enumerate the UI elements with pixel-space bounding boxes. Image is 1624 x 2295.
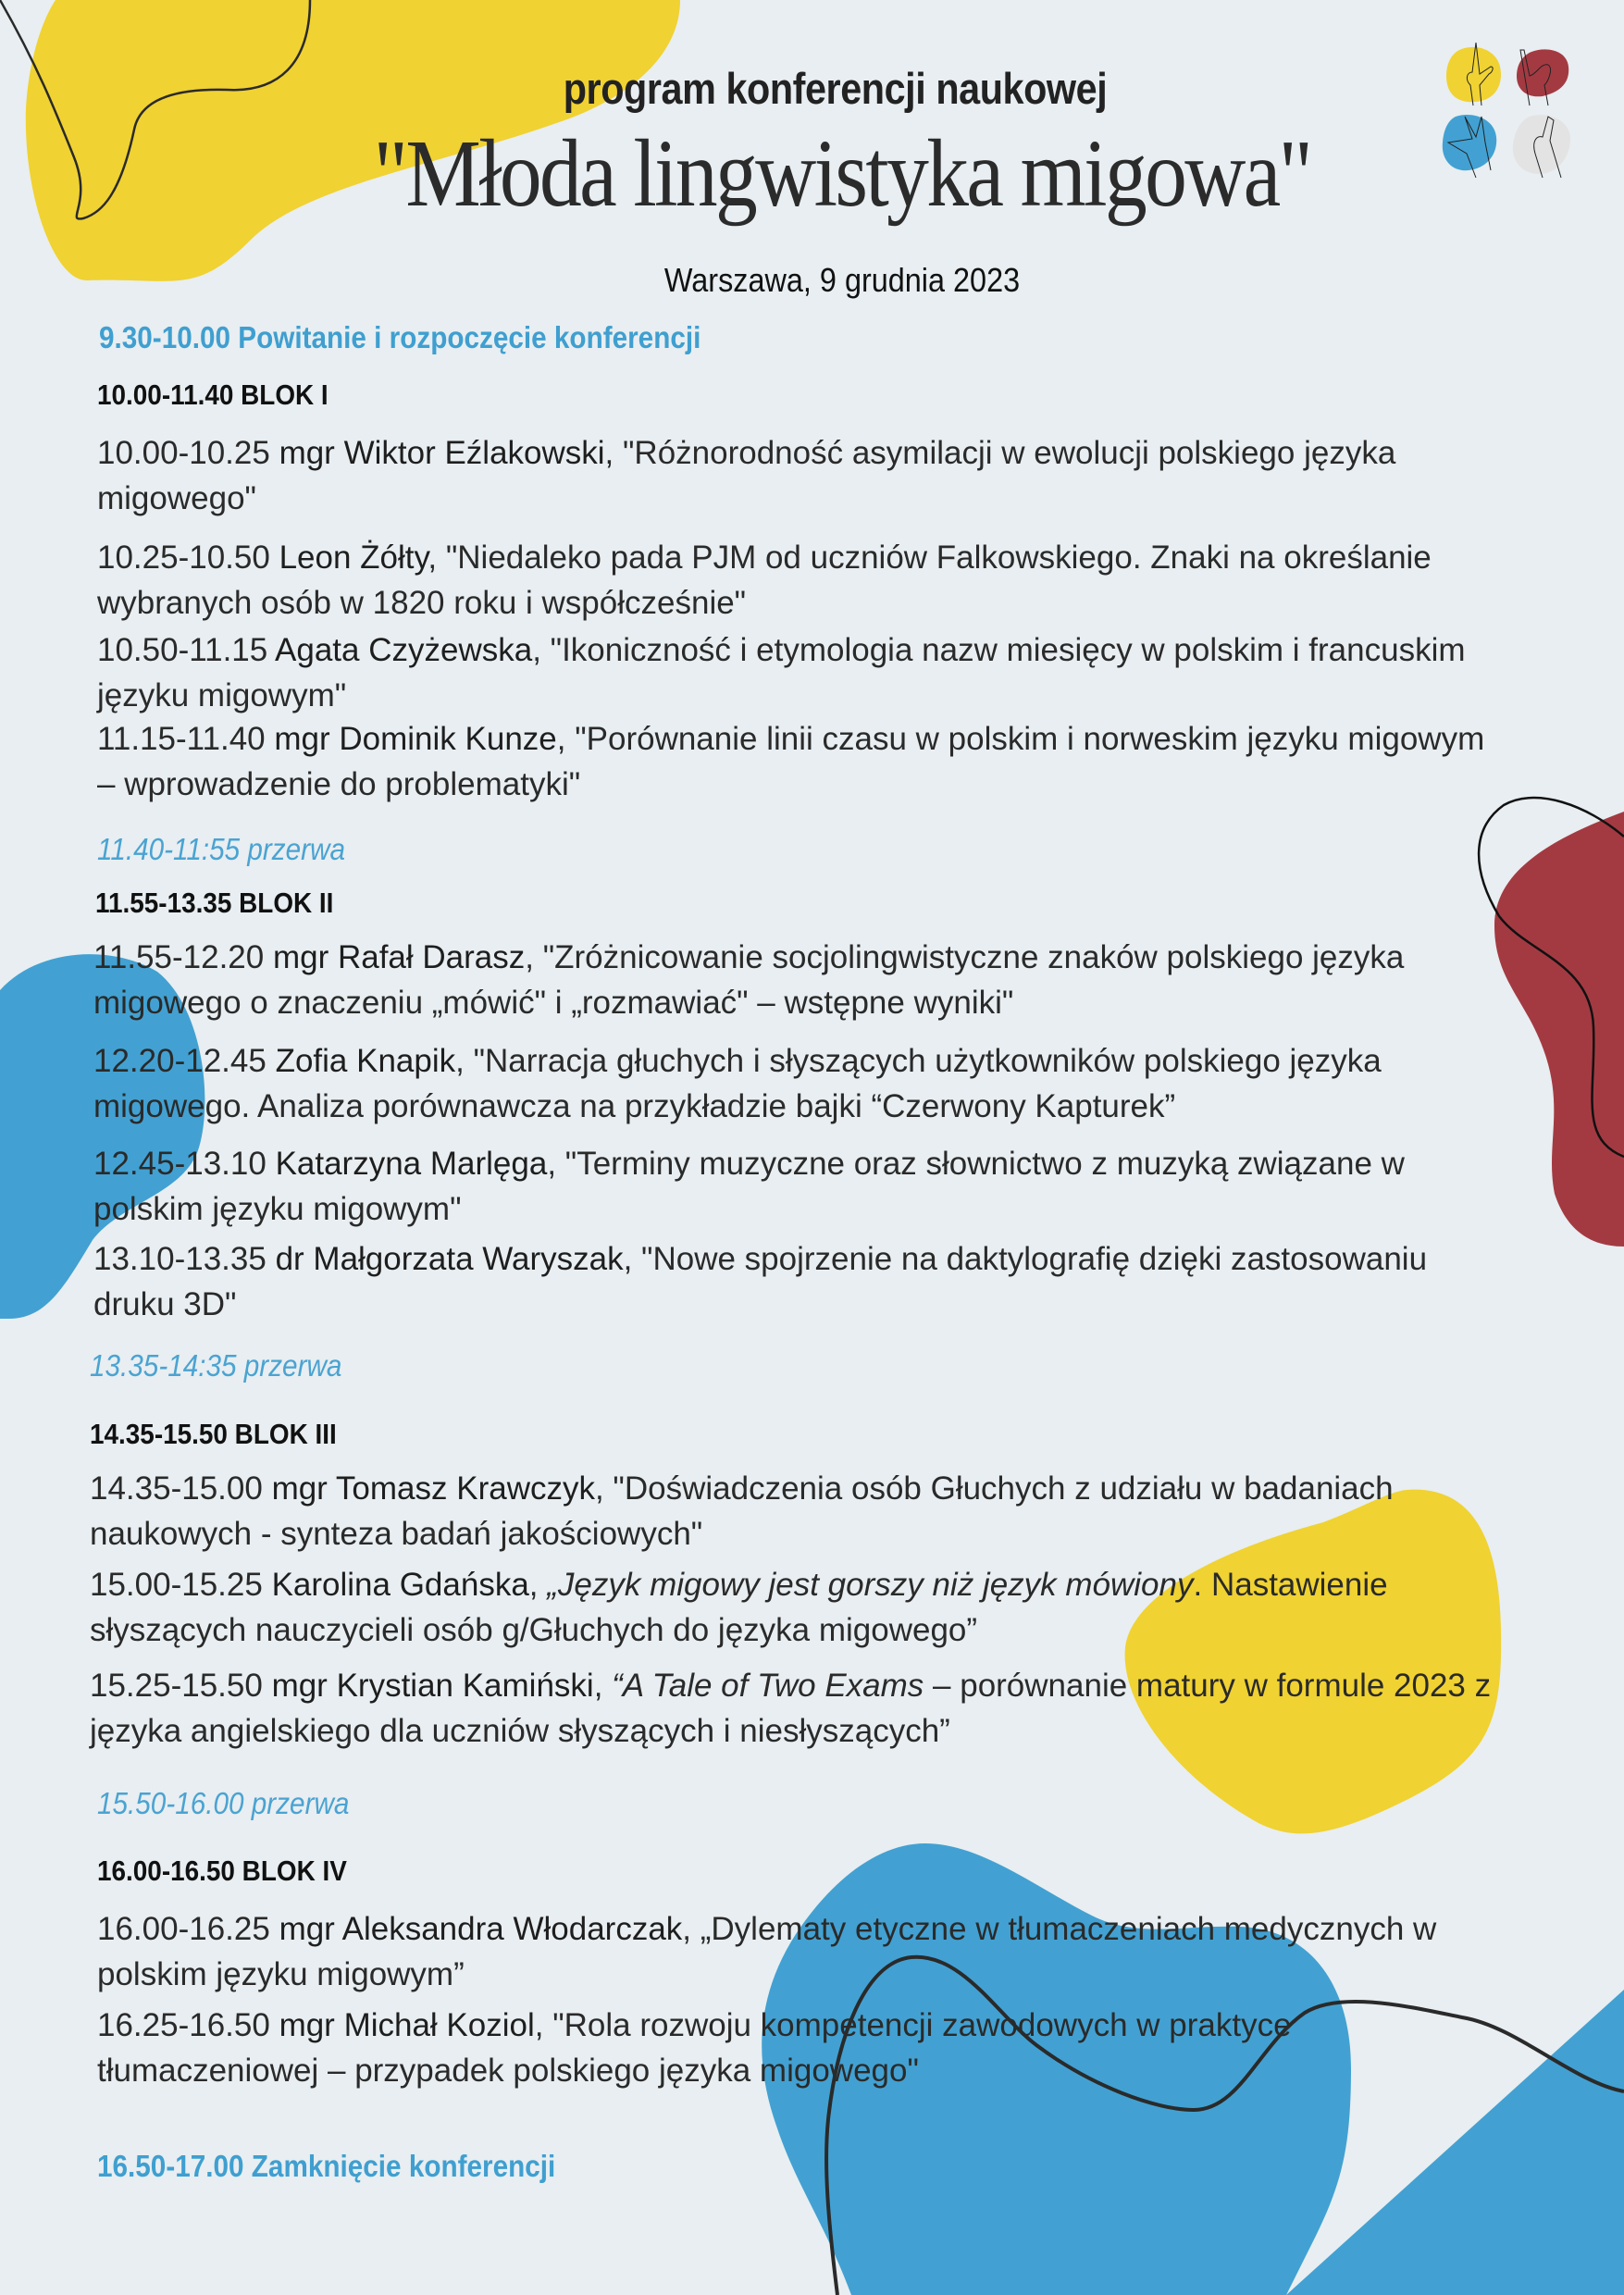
talk-item: [93, 935, 1404, 1025]
talk-title-italic: „Język migowy jest gorszy niż język mówiony: [547, 1567, 1194, 1603]
talk-title-cont: polskim języku migowym”: [97, 1956, 465, 1992]
talk-item: [93, 1141, 1405, 1232]
talk-title-italic: “A Tale of Two Exams: [612, 1668, 924, 1704]
talk-item: [97, 2003, 1292, 2093]
talk-time: 15.00-15.25: [90, 1567, 263, 1603]
talk-title-cont: wybranych osób w 1820 roku i współcześnie": [97, 585, 747, 621]
talk-speaker: mgr Tomasz Krawczyk: [271, 1470, 595, 1507]
talk-speaker: mgr Wiktor Eźlakowski: [279, 435, 605, 471]
talk-speaker: mgr Michał Koziol: [279, 2007, 535, 2043]
talk-title: , "Ikoniczność i etymologia nazw miesięcy w polskim i francuskim: [532, 632, 1466, 668]
talk-time: 16.25-16.50: [97, 2007, 270, 2043]
talk-title: , "Zróżnicowanie socjolingwistyczne znaków polskiego języka: [525, 939, 1405, 975]
talk-title: , "Nowe spojrzenie na daktylografię dzięki zastosowaniu: [623, 1241, 1428, 1277]
talk-title: . Nastawienie: [1193, 1567, 1388, 1603]
talk-title-cont: – wprowadzenie do problematyki": [97, 766, 581, 802]
talk-title-sep: ,: [528, 1567, 548, 1603]
talk-speaker: mgr Rafał Darasz: [272, 939, 526, 975]
talk-time: 15.25-15.50: [90, 1668, 263, 1704]
talk-title: , "Rola rozwoju kompetencji zawodowych w praktyce: [534, 2007, 1292, 2043]
talk-speaker: Leon Żółty: [279, 540, 428, 576]
talk-item: [97, 1906, 1436, 1997]
talk-time: 10.50-11.15: [97, 632, 268, 668]
talk-speaker: dr Małgorzata Waryszak: [275, 1241, 624, 1277]
event-date-location: Warszawa, 9 grudnia 2023: [663, 261, 1021, 299]
talk-item: [93, 1038, 1382, 1129]
break-1: 11.40-11:55 przerwa: [97, 832, 346, 866]
talk-speaker: Karolina Gdańska: [271, 1567, 529, 1603]
talk-title: , "Terminy muzyczne oraz słownictwo z muzyką związane w: [547, 1146, 1405, 1182]
talk-speaker: Katarzyna Marlęga: [275, 1146, 548, 1182]
talk-item: [97, 716, 1484, 807]
page-subtitle: program konferencji naukowej: [563, 64, 1108, 113]
talk-title-cont: tłumaczeniowej – przypadek polskiego języka migowego": [97, 2053, 919, 2089]
talk-item: [97, 627, 1466, 718]
page-title: "Młoda lingwistyka migowa": [373, 120, 1311, 227]
talk-title: , "Różnorodność asymilacji w ewolucji polskiego języka: [604, 435, 1396, 471]
talk-title-cont: słyszących nauczycieli osób g/Głuchych do języka migowego”: [90, 1612, 978, 1648]
talk-time: 14.35-15.00: [90, 1470, 263, 1507]
talk-speaker: mgr Dominik Kunze: [274, 721, 557, 757]
talk-title: , „Dylematy etyczne w tłumaczeniach medycznych w: [682, 1911, 1437, 1947]
talk-title-cont: naukowych - synteza badań jakościowych": [90, 1516, 703, 1552]
talk-time: 10.25-10.50: [97, 540, 270, 576]
talk-title-cont: druku 3D": [93, 1286, 237, 1322]
talk-title-cont: migowego": [97, 480, 256, 516]
talk-title-cont: języku migowym": [97, 677, 347, 713]
talk-title: – porównanie matury w formule 2023 z: [924, 1668, 1492, 1704]
talk-speaker: mgr Aleksandra Włodarczak: [279, 1911, 683, 1947]
talk-time: 11.55-12.20: [93, 939, 265, 975]
talk-title: , "Porównanie linii czasu w polskim i norweskim języku migowym: [556, 721, 1485, 757]
talk-speaker: mgr Krystian Kamiński: [271, 1668, 594, 1704]
talk-item: [97, 535, 1432, 626]
opening-session: 9.30-10.00 Powitanie i rozpoczęcie konferencji: [99, 320, 701, 354]
talk-item: [90, 1562, 1388, 1653]
talk-time: 16.00-16.25: [97, 1911, 270, 1947]
talk-title-cont: migowego o znaczeniu „mówić" i „rozmawiać" – wstępne wyniki": [93, 985, 1014, 1021]
block-3-heading: 14.35-15.50 BLOK III: [90, 1418, 337, 1450]
break-3: 15.50-16.00 przerwa: [97, 1786, 350, 1820]
closing-session: 16.50-17.00 Zamknięcie konferencji: [97, 2149, 556, 2183]
talk-title: , "Narracja głuchych i słyszących użytkowników polskiego języka: [455, 1043, 1382, 1079]
talk-time: 10.00-10.25: [97, 435, 270, 471]
talk-time: 13.10-13.35: [93, 1241, 267, 1277]
talk-title: , "Doświadczenia osób Głuchych z udziału w badaniach: [594, 1470, 1394, 1507]
block-2-heading: 11.55-13.35 BLOK II: [95, 887, 334, 919]
talk-item: [90, 1663, 1491, 1754]
talk-title-cont: migowego. Analiza porównawcza na przykładzie bajki “Czerwony Kapturek”: [93, 1088, 1176, 1124]
talk-time: 12.45-13.10: [93, 1146, 267, 1182]
talk-item: [90, 1466, 1394, 1557]
break-2: 13.35-14:35 przerwa: [90, 1348, 342, 1383]
talk-title-cont: polskim języku migowym": [93, 1191, 462, 1227]
talk-speaker: Zofia Knapik: [275, 1043, 456, 1079]
talk-time: 11.15-11.40: [97, 721, 266, 757]
talk-title-cont: języka angielskiego dla uczniów słyszących i niesłyszących”: [90, 1713, 950, 1749]
talk-title: , "Niedaleko pada PJM od uczniów Falkowskiego. Znaki na określanie: [428, 540, 1432, 576]
block-4-heading: 16.00-16.50 BLOK IV: [97, 1855, 347, 1887]
talk-title-sep: ,: [593, 1668, 613, 1704]
talk-time: 12.20-12.45: [93, 1043, 267, 1079]
block-1-heading: 10.00-11.40 BLOK I: [97, 378, 329, 411]
talk-item: [93, 1236, 1427, 1327]
talk-speaker: Agata Czyżewska: [275, 632, 533, 668]
talk-item: [97, 430, 1395, 521]
